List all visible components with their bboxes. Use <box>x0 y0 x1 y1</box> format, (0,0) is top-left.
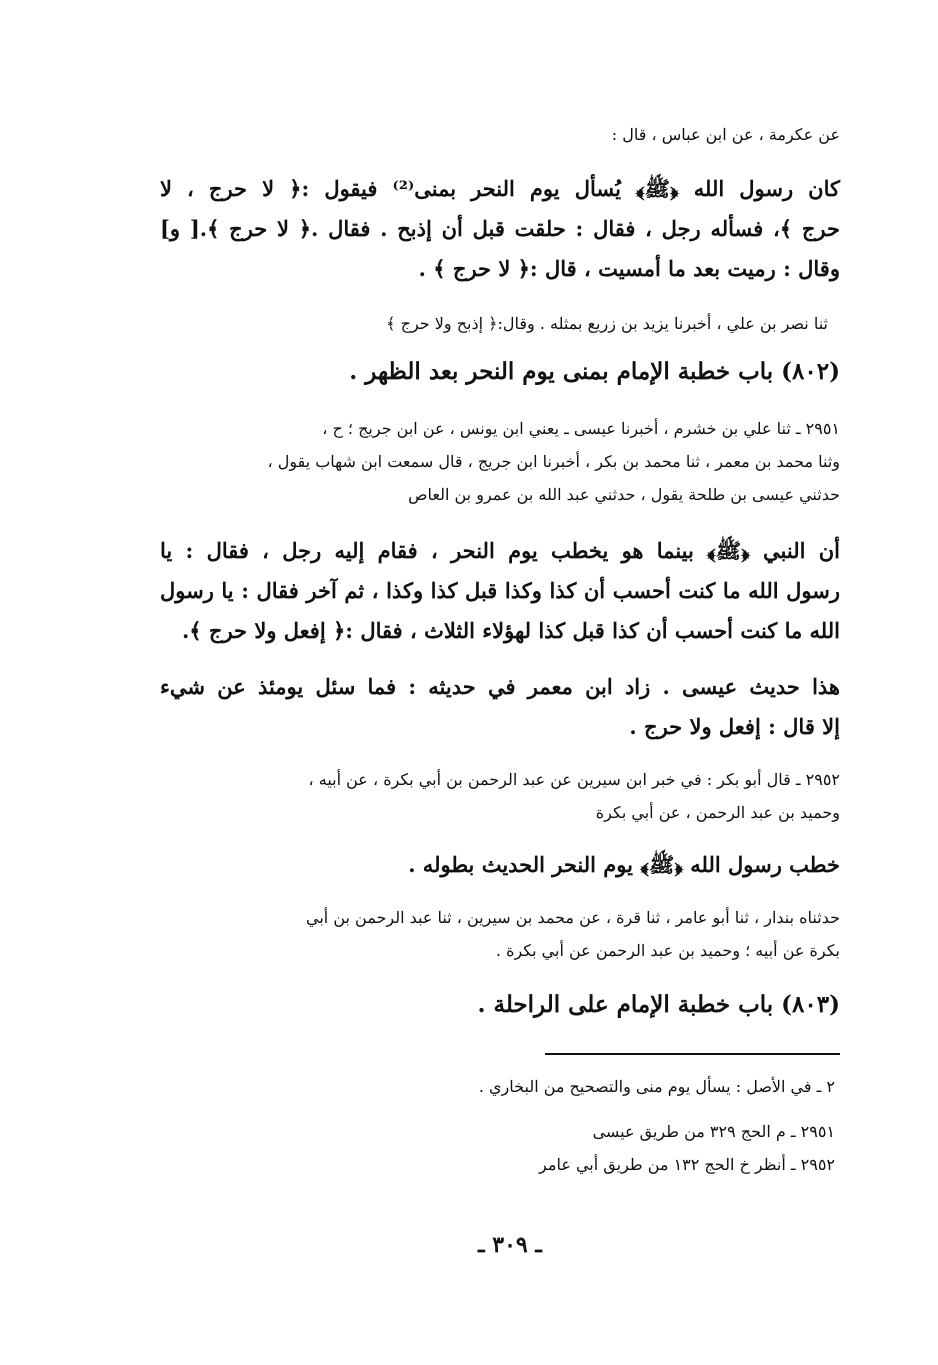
note-line: إلا قال : إفعل ولا حرج . <box>629 714 840 739</box>
isnad-line: حدثناه بندار ، ثنا أبو عامر ، ثنا قرة ، عن محمد بن سيرين ، ثنا عبد الرحمن بن أبي <box>306 908 840 927</box>
isnad-line: وحميد بن عبد الرحمن ، عن أبي بكرة <box>595 803 840 822</box>
hadith-2951 <box>160 531 840 651</box>
footnote-divider <box>545 1053 840 1055</box>
isnad-1: ثنا نصر بن علي ، أخبرنا يزيد بن زريع بمثله . وقال:﴿ إذبح ولا حرج ﴾ <box>386 314 828 333</box>
footnote-item: ٢ ـ في الأصل : يسأل يوم منى والتصحيح من البخاري . <box>478 1077 835 1096</box>
footnotes <box>235 1070 835 1181</box>
hadith-line: أن النبي ﴿ﷺ﴾ بينما هو يخطب يوم النحر ، فقام إليه رجل ، فقال : يا <box>160 538 840 563</box>
chapter-heading-803: (٨٠٣) باب خطبة الإمام على الراحلة . <box>477 991 840 1018</box>
isnad-2952-b <box>160 901 840 967</box>
hadith-1-line: حرج ﴾، فسأله رجل ، فقال : حلقت قبل أن إذبح . فقال .﴿ لا حرج ﴾.[ و] <box>160 216 840 241</box>
page-body <box>160 118 840 1025</box>
isnad-line: حدثني عيسى بن طلحة يقول ، حدثني عبد الله بن عمرو بن العاص <box>408 485 840 504</box>
hadith-1-line: وقال : رميت بعد ما أمسيت ، قال :﴿ لا حرج ﴾ . <box>418 256 840 281</box>
hadith-1-line: كان رسول الله ﴿ﷺ﴾ يُسأل يوم النحر بمنى⁽²⁾ فيقول :﴿ لا حرج ، لا <box>160 176 840 201</box>
hadith-2952: خطب رسول الله ﴿ﷺ﴾ يوم النحر الحديث بطوله . <box>408 852 840 877</box>
hadith-line: الله ما كنت أحسب أن كذا قبل كذا لهؤلاء الثلاث ، فقال :﴿ إفعل ولا حرج ﴾. <box>181 618 840 643</box>
isnad-2951 <box>160 412 840 511</box>
chapter-heading-802: (٨٠٢) باب خطبة الإمام بمنى يوم النحر بعد الظهر . <box>349 358 840 385</box>
isnad-line: ٢٩٥٢ ـ قال أبو بكر : في خبر ابن سيرين عن عبد الرحمن بن أبي بكرة ، عن أبيه ، <box>308 770 840 789</box>
footnote-item: ٢٩٥١ ـ م الحج ٣٢٩ من طريق عيسى <box>592 1122 835 1141</box>
page-number: ـ ٣٠٩ ـ <box>478 1232 542 1258</box>
hadith-2951-note <box>160 667 840 747</box>
isnad-2952 <box>160 763 840 829</box>
hadith-line: رسول الله ما كنت أحسب أن كذا وكذا قبل كذا وكذا ، ثم آخر فقال : يا رسول <box>160 578 840 603</box>
opening-line: عن عكرمة ، عن ابن عباس ، قال : <box>611 125 840 144</box>
isnad-line: بكرة عن أبيه ؛ وحميد بن عبد الرحمن عن أبي بكرة . <box>495 941 840 960</box>
isnad-line: ٢٩٥١ ـ ثنا علي بن خشرم ، أخبرنا عيسى ـ يعني ابن يونس ، عن ابن جريج ؛ ح ، <box>322 419 840 438</box>
footnote-item: ٢٩٥٢ ـ أنظر خ الحج ١٣٢ من طريق أبي عامر <box>539 1155 835 1174</box>
hadith-1 <box>160 169 840 289</box>
isnad-line: وثنا محمد بن معمر ، ثنا محمد بن بكر ، أخبرنا ابن جريج ، قال سمعت ابن شهاب يقول ، <box>267 452 840 471</box>
note-line: هذا حديث عيسى . زاد ابن معمر في حديثه : فما سئل يومئذ عن شيء <box>160 674 840 699</box>
